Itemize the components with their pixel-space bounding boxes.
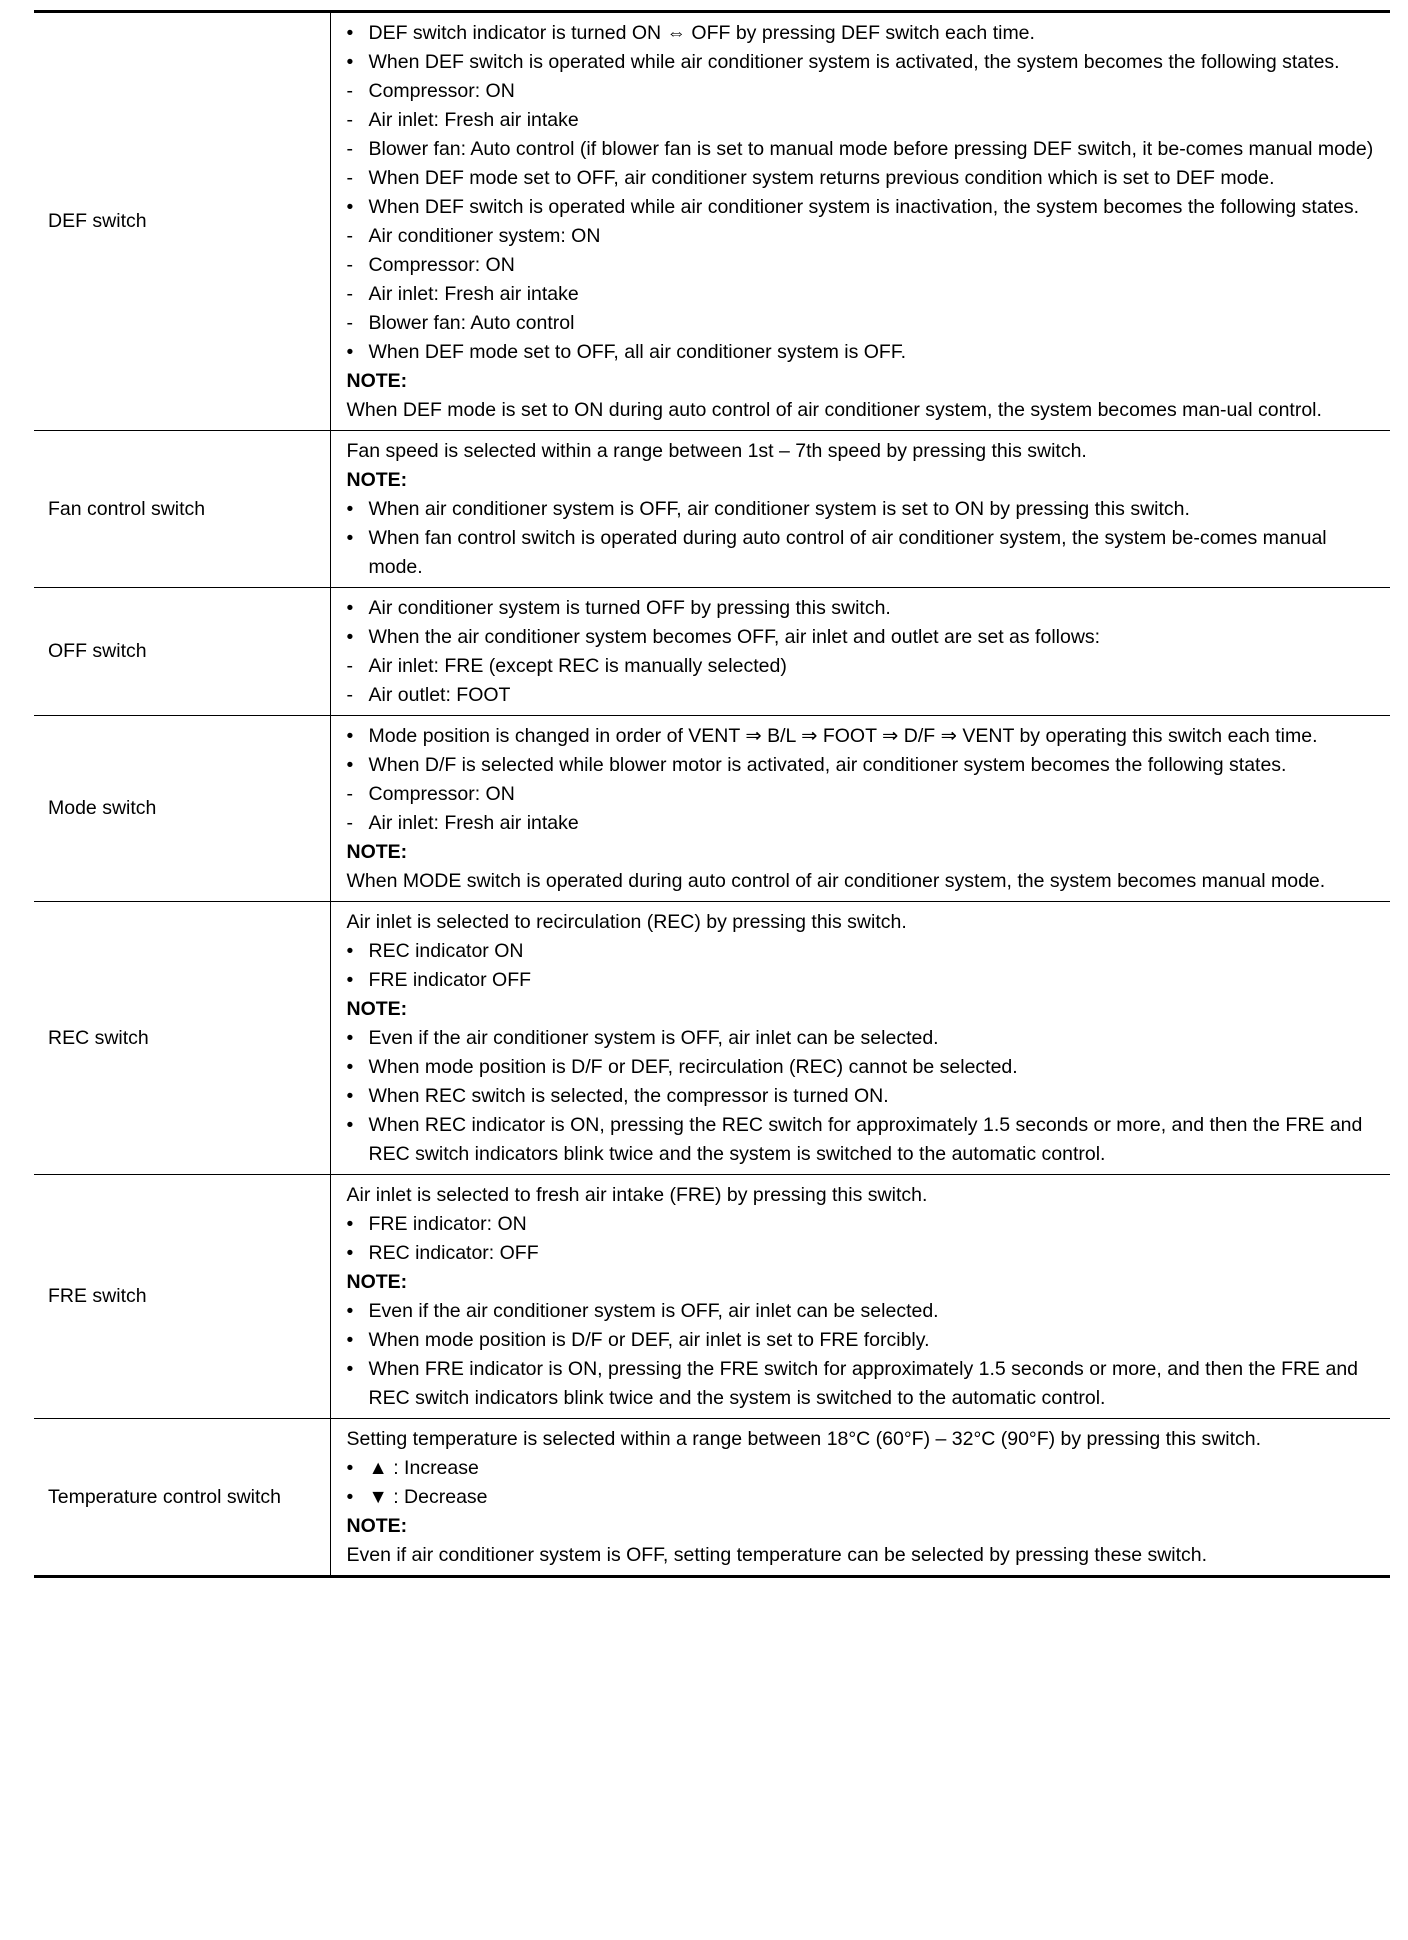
bullet-item xyxy=(347,1326,1383,1355)
dash-marker: - xyxy=(346,167,353,189)
bullet-marker: • xyxy=(346,626,354,648)
switch-function-table-container xyxy=(34,10,1390,1578)
bullet-item xyxy=(347,594,1383,623)
item-text: FRE indicator: ON xyxy=(368,1213,527,1235)
bullet-marker: • xyxy=(346,22,354,44)
item-text: When air conditioner system is OFF, air conditioner system is set to ON by pressing this switch. xyxy=(368,498,1190,520)
bullet-item xyxy=(347,623,1383,652)
paragraph: Even if air conditioner system is OFF, setting temperature can be selected by pressing these switch. xyxy=(346,1544,1208,1566)
bullet-item xyxy=(347,1111,1383,1169)
dash-item xyxy=(347,681,1383,710)
bullet-item xyxy=(347,1355,1383,1413)
dash-marker: - xyxy=(346,254,353,276)
item-text: Air inlet: FRE (except REC is manually selected) xyxy=(368,655,787,677)
bullet-marker: • xyxy=(346,341,354,363)
item-text: ▲ : Increase xyxy=(368,1457,479,1479)
switch-description-cell xyxy=(330,12,1390,431)
note-heading: NOTE: xyxy=(346,841,408,863)
bullet-item xyxy=(347,19,1383,48)
switch-name-cell: DEF switch xyxy=(48,210,147,232)
item-text: When REC indicator is ON, pressing the REC switch for approximately 1.5 seconds or more, and then the FRE and REC switch indicators blink twice and the system is switched to the automatic control. xyxy=(368,1114,1363,1165)
switch-description-cell xyxy=(330,1175,1390,1419)
bullet-item xyxy=(347,1053,1383,1082)
bullet-marker: • xyxy=(346,754,354,776)
item-text: Even if the air conditioner system is OFF, air inlet can be selected. xyxy=(368,1300,939,1322)
item-text: DEF switch indicator is turned ON ⇔ OFF by pressing DEF switch each time. xyxy=(368,22,1035,44)
dash-item xyxy=(347,77,1383,106)
bullet-item xyxy=(347,966,1383,995)
table-row xyxy=(34,902,1390,1175)
dash-marker: - xyxy=(346,655,353,677)
item-text: When fan control switch is operated during auto control of air conditioner system, the system be-comes manual mode. xyxy=(368,527,1327,578)
item-text: Compressor: ON xyxy=(368,254,515,276)
bullet-marker: • xyxy=(346,1486,354,1508)
bullet-item xyxy=(347,1483,1383,1512)
dash-item xyxy=(347,251,1383,280)
switch-name-cell: Fan control switch xyxy=(34,431,330,588)
item-text: When mode position is D/F or DEF, recirculation (REC) cannot be selected. xyxy=(368,1056,1018,1078)
dash-marker: - xyxy=(346,312,353,334)
item-text: When DEF mode set to OFF, air conditioner system returns previous condition which is set to DEF mode. xyxy=(368,167,1275,189)
dash-item xyxy=(347,106,1383,135)
bullet-marker: • xyxy=(346,498,354,520)
bullet-marker: • xyxy=(346,1085,354,1107)
dash-item xyxy=(347,309,1383,338)
item-text: When DEF mode set to OFF, all air conditioner system is OFF. xyxy=(368,341,906,363)
item-text: Blower fan: Auto control (if blower fan is set to manual mode before pressing DEF switch, it be-comes manual mode) xyxy=(368,138,1374,160)
dash-item xyxy=(347,135,1383,164)
bullet-marker: • xyxy=(346,1457,354,1479)
bullet-item xyxy=(347,1024,1383,1053)
switch-description-cell xyxy=(330,431,1390,588)
item-text: When the air conditioner system becomes OFF, air inlet and outlet are set as follows: xyxy=(368,626,1101,648)
switch-description-cell xyxy=(330,716,1390,902)
item-text: When mode position is D/F or DEF, air inlet is set to FRE forcibly. xyxy=(368,1329,930,1351)
paragraph: When DEF mode is set to ON during auto control of air conditioner system, the system becomes man-ual control. xyxy=(346,399,1322,421)
table-row xyxy=(34,1175,1390,1419)
item-text: REC indicator ON xyxy=(368,940,524,962)
dash-marker: - xyxy=(346,812,353,834)
bullet-marker: • xyxy=(346,1027,354,1049)
switch-function-table xyxy=(34,10,1390,1578)
item-text: Air inlet: Fresh air intake xyxy=(368,109,579,131)
bullet-item xyxy=(347,495,1383,524)
dash-marker: - xyxy=(346,80,353,102)
bullet-item xyxy=(347,1297,1383,1326)
switch-name-cell: REC switch xyxy=(34,902,330,1175)
note-heading: NOTE: xyxy=(346,469,408,491)
item-text: When DEF switch is operated while air conditioner system is inactivation, the system becomes the following states. xyxy=(368,196,1360,218)
item-text: REC indicator: OFF xyxy=(368,1242,539,1264)
item-text: Even if the air conditioner system is OFF, air inlet can be selected. xyxy=(368,1027,939,1049)
switch-name-cell: Mode switch xyxy=(34,716,330,902)
table-row xyxy=(34,1419,1390,1577)
table-row xyxy=(34,588,1390,716)
paragraph: Setting temperature is selected within a range between 18°C (60°F) – 32°C (90°F) by pressing this switch. xyxy=(346,1428,1262,1450)
item-text: FRE indicator OFF xyxy=(368,969,532,991)
dash-item xyxy=(347,652,1383,681)
bullet-item xyxy=(347,751,1383,780)
switch-name-cell: OFF switch xyxy=(34,588,330,716)
item-text: When D/F is selected while blower motor is activated, air conditioner system becomes the following states. xyxy=(368,754,1287,776)
bullet-item xyxy=(347,338,1383,367)
dash-item xyxy=(347,222,1383,251)
bullet-item xyxy=(347,722,1383,751)
switch-name-cell: FRE switch xyxy=(34,1175,330,1419)
item-text: Air outlet: FOOT xyxy=(368,684,511,706)
switch-description-cell xyxy=(330,588,1390,716)
table-row xyxy=(34,431,1390,588)
table-row xyxy=(34,716,1390,902)
bullet-marker: • xyxy=(346,1056,354,1078)
item-text: ▼ : Decrease xyxy=(368,1486,488,1508)
bullet-item xyxy=(347,937,1383,966)
dash-marker: - xyxy=(346,783,353,805)
bullet-marker: • xyxy=(346,725,354,747)
paragraph: When MODE switch is operated during auto control of air conditioner system, the system becomes manual mode. xyxy=(346,870,1326,892)
bullet-marker: • xyxy=(346,196,354,218)
bullet-item xyxy=(347,193,1383,222)
bullet-item xyxy=(347,1454,1383,1483)
item-text: Compressor: ON xyxy=(368,783,515,805)
item-text: Air conditioner system is turned OFF by pressing this switch. xyxy=(368,597,891,619)
item-text: Air inlet: Fresh air intake xyxy=(368,812,579,834)
dash-item xyxy=(347,809,1383,838)
bullet-item xyxy=(347,524,1383,582)
switch-description-cell xyxy=(330,902,1390,1175)
dash-marker: - xyxy=(346,109,353,131)
bullet-marker: • xyxy=(346,597,354,619)
table-row xyxy=(34,12,1390,431)
dash-marker: - xyxy=(346,225,353,247)
paragraph: Air inlet is selected to recirculation (REC) by pressing this switch. xyxy=(346,911,907,933)
bullet-marker: • xyxy=(346,969,354,991)
bullet-marker: • xyxy=(346,1213,354,1235)
bullet-item xyxy=(347,1239,1383,1268)
bullet-marker: • xyxy=(346,1114,354,1136)
bullet-marker: • xyxy=(346,1358,354,1380)
bullet-marker: • xyxy=(346,1242,354,1264)
item-text: Mode position is changed in order of VENT ⇒ B/L ⇒ FOOT ⇒ D/F ⇒ VENT by operating this switch each time. xyxy=(368,725,1318,747)
note-heading: NOTE: xyxy=(346,998,408,1020)
bullet-marker: • xyxy=(346,1300,354,1322)
note-heading: NOTE: xyxy=(346,1515,408,1537)
paragraph: Air inlet is selected to fresh air intake (FRE) by pressing this switch. xyxy=(346,1184,928,1206)
note-heading: NOTE: xyxy=(346,1271,408,1293)
bullet-marker: • xyxy=(346,51,354,73)
paragraph: Fan speed is selected within a range between 1st – 7th speed by pressing this switch. xyxy=(346,440,1087,462)
bullet-item xyxy=(347,1210,1383,1239)
dash-item xyxy=(347,780,1383,809)
table-body xyxy=(34,12,1390,1577)
bullet-marker: • xyxy=(346,1329,354,1351)
bullet-item xyxy=(347,48,1383,77)
item-text: Blower fan: Auto control xyxy=(368,312,575,334)
dash-marker: - xyxy=(346,283,353,305)
item-text: When FRE indicator is ON, pressing the FRE switch for approximately 1.5 seconds or more, and then the FRE and REC switch indicators blink twice and the system is switched to the automatic control. xyxy=(368,1358,1359,1409)
item-text: When DEF switch is operated while air conditioner system is activated, the system becomes the following states. xyxy=(368,51,1340,73)
dash-item xyxy=(347,164,1383,193)
bullet-marker: • xyxy=(346,527,354,549)
dash-marker: - xyxy=(346,684,353,706)
dash-item xyxy=(347,280,1383,309)
note-heading: NOTE: xyxy=(346,370,408,392)
item-text: Compressor: ON xyxy=(368,80,515,102)
item-text: Air inlet: Fresh air intake xyxy=(368,283,579,305)
switch-description-cell xyxy=(330,1419,1390,1577)
dash-marker: - xyxy=(346,138,353,160)
item-text: Air conditioner system: ON xyxy=(368,225,601,247)
bullet-marker: • xyxy=(346,940,354,962)
item-text: When REC switch is selected, the compressor is turned ON. xyxy=(368,1085,889,1107)
bullet-item xyxy=(347,1082,1383,1111)
switch-name-cell: Temperature control switch xyxy=(34,1419,330,1577)
